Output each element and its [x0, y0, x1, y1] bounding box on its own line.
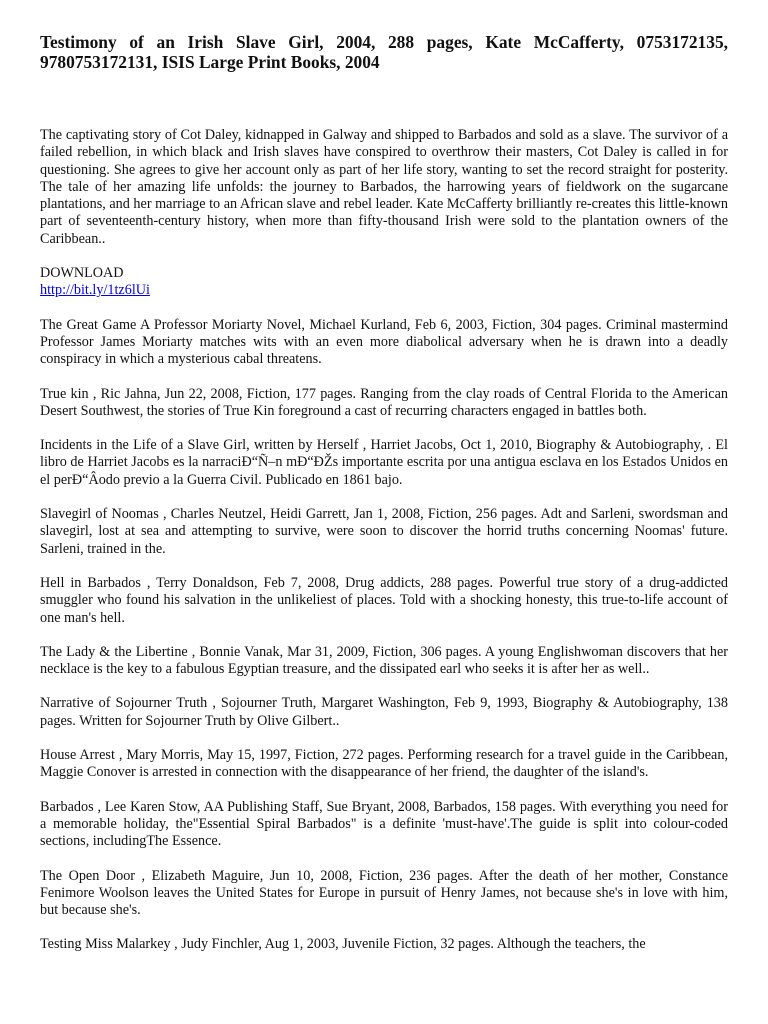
book-entry: Incidents in the Life of a Slave Girl, written by Herself , Harriet Jacobs, Oct 1, 2010, Biography & Autobiography, . El libro de Harriet Jacobs es la narraciÐ“Ñ–n mÐ“ÐŽs importante escrita por una antigua esclava en los Estados Unidos en el perÐ“Âodo previo a la Guerra Civil. Publicado en 1861 bajo.: [40, 437, 728, 488]
download-label: DOWNLOAD: [40, 265, 124, 282]
download-link[interactable]: http://bit.ly/1tz6lUi: [40, 282, 150, 299]
book-entry: Slavegirl of Noomas , Charles Neutzel, Heidi Garrett, Jan 1, 2008, Fiction, 256 pages. Adt and Sarleni, swordsman and slavegirl, lost at sea and attempting to survive, were soon to discover the horrid truths concerning Noomas' future. Sarleni, trained in the.: [40, 506, 728, 557]
book-entry: Hell in Barbados , Terry Donaldson, Feb 7, 2008, Drug addicts, 288 pages. Powerful true story of a drug-addicted smuggler who found his salvation in the unlikeliest of places. Told with a shocking honesty, this true-to-life account of one man's hell.: [40, 574, 728, 626]
download-section: [40, 265, 728, 300]
book-entry: The Lady & the Libertine , Bonnie Vanak, Mar 31, 2009, Fiction, 306 pages. A young Englishwoman discovers that her necklace is the key to a fabulous Egyptian treasure, and the dissipated earl who seeks it is after her as well..: [40, 643, 728, 678]
book-entry: The Open Door , Elizabeth Maguire, Jun 10, 2008, Fiction, 236 pages. After the death of her mother, Constance Fenimore Woolson leaves the United States for Europe in pursuit of Henry James, not because she's in love with him, but because she's.: [40, 867, 728, 919]
document-title: Testimony of an Irish Slave Girl, 2004, 288 pages, Kate McCafferty, 0753172135, 9780753172131, ISIS Large Print Books, 2004: [40, 32, 728, 72]
book-entry: True kin , Ric Jahna, Jun 22, 2008, Fiction, 177 pages. Ranging from the clay roads of Central Florida to the American Desert Southwest, the stories of True Kin foreground a cast of recurring characters engaged in battles both.: [40, 385, 728, 419]
intro-paragraph: The captivating story of Cot Daley, kidnapped in Galway and shipped to Barbados and sold as a slave. The survivor of a failed rebellion, in which black and Irish slaves have conspired to overthrow their masters, Cot Daley is called in for questioning. She agrees to give her account only as part of her life story, wanting to set the record straight for posterity. The tale of her amazing life unfolds: the journey to Barbados, the harrowing years of fieldwork on the sugarcane plantations, and her marriage to an African slave and rebel leader. Kate McCafferty brilliantly re-creates this little-known part of seventeenth-century history, when more than fifty-thousand Irish were sold to the plantation owners of the Caribbean..: [40, 127, 728, 247]
document-page: [40, 0, 728, 954]
book-entry: Barbados , Lee Karen Stow, AA Publishing Staff, Sue Bryant, 2008, Barbados, 158 pages. With everything you need for a memorable holiday, the"Essential Spiral Barbados" is a definite 'must-have'.The guide is split into colour-coded sections, includingThe Essence.: [40, 798, 728, 850]
book-entry: Narrative of Sojourner Truth , Sojourner Truth, Margaret Washington, Feb 9, 1993, Biography & Autobiography, 138 pages. Written for Sojourner Truth by Olive Gilbert..: [40, 695, 728, 729]
book-entry: The Great Game A Professor Moriarty Novel, Michael Kurland, Feb 6, 2003, Fiction, 304 pages. Criminal mastermind Professor James Moriarty matches wits with an even more diabolical adversary when he is drawn into a deadly conspiracy in which a mysterious cabal threatens.: [40, 316, 728, 368]
book-entry: Testing Miss Malarkey , Judy Finchler, Aug 1, 2003, Juvenile Fiction, 32 pages. Although the teachers, the: [40, 936, 646, 953]
book-entry: House Arrest , Mary Morris, May 15, 1997, Fiction, 272 pages. Performing research for a travel guide in the Caribbean, Maggie Conover is arrested in connection with the disappearance of her friend, the daughter of the island's.: [40, 747, 728, 781]
